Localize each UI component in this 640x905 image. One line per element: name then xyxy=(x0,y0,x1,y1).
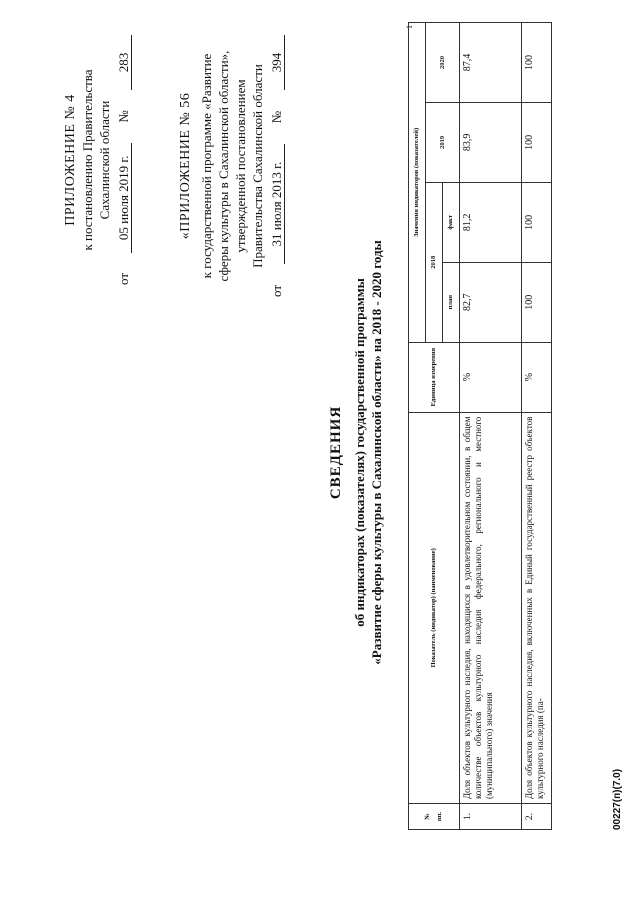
row-value-2020: 87,4 xyxy=(460,23,522,103)
appendix-56-line3: утвержденной постановлением xyxy=(233,79,248,253)
appendix-header-4 xyxy=(62,35,132,285)
header-fact: факт xyxy=(443,182,460,262)
appendix-4-line1: к постановлению Правительства xyxy=(80,69,95,251)
appendix-56-title: «ПРИЛОЖЕНИЕ № 56 xyxy=(178,92,193,240)
row-plan-2018: 82,7 xyxy=(460,262,522,342)
row-fact-2018: 100 xyxy=(522,182,552,262)
appendix-4-sign-line xyxy=(115,35,132,285)
appendix-4-no: № xyxy=(116,110,131,123)
row-no: 2. xyxy=(522,804,552,830)
title-sub1: об индикаторах (показателях) государственной программы xyxy=(352,278,367,627)
row-plan-2018: 100 xyxy=(522,262,552,342)
row-fact-2018: 81,2 xyxy=(460,182,522,262)
row-no: 1. xyxy=(460,804,522,830)
appendix-4-line2: Сахалинской области xyxy=(97,100,112,220)
row-value-2019: 100 xyxy=(522,102,552,182)
appendix-56-sign-line xyxy=(268,35,285,297)
edge-mark: 1 xyxy=(405,25,414,29)
document-title xyxy=(328,0,385,905)
appendix-56-line2: сферы культуры в Сахалинской области», xyxy=(216,50,231,282)
header-indicator: Показатель (индикатор) (наименование) xyxy=(409,412,460,803)
header-2019: 2019 xyxy=(426,102,460,182)
appendix-56-ot: от xyxy=(269,284,284,297)
header-2018: 2018 xyxy=(426,182,443,342)
document-code: 00227(п)(7.0) xyxy=(612,768,623,830)
table-row xyxy=(522,23,552,830)
appendix-header-56 xyxy=(177,35,285,297)
appendix-4-date: 05 июля 2019 г. xyxy=(116,143,132,253)
appendix-56-number: 394 xyxy=(269,35,285,90)
row-value-2019: 83,9 xyxy=(460,102,522,182)
appendix-4-number: 283 xyxy=(116,35,132,90)
header-2020: 2020 xyxy=(426,23,460,103)
indicators-table xyxy=(408,22,552,830)
appendix-56-line1: к государственной программе «Развитие xyxy=(199,53,214,279)
row-indicator-name: Доля объектов культурного наследия, включенных в Единый государственный реестр объектов культурного наследия (па- xyxy=(522,412,552,803)
appendix-56-date: 31 июля 2013 г. xyxy=(269,144,285,264)
appendix-56-line4: Правительства Сахалинской области xyxy=(250,64,265,268)
table-row xyxy=(460,23,522,830)
title-sub2: «Развитие сферы культуры в Сахалинской области» на 2018 - 2020 годы xyxy=(369,240,384,665)
header-no: № пп. xyxy=(409,804,460,830)
title-main: СВЕДЕНИЯ xyxy=(328,405,344,500)
header-unit: Единица измерения xyxy=(409,342,460,412)
row-unit: % xyxy=(460,342,522,412)
header-plan: план xyxy=(443,262,460,342)
row-indicator-name: Доля объектов культурного наследия, находящихся в удовлетворительном состоянии, в общем количестве объектов культурного наследия федерального, регионального и местного (муниципального) значения xyxy=(460,412,522,803)
row-value-2020: 100 xyxy=(522,23,552,103)
row-unit: % xyxy=(522,342,552,412)
appendix-56-no: № xyxy=(269,110,284,124)
appendix-4-ot: от xyxy=(116,272,131,285)
appendix-4-title: ПРИЛОЖЕНИЕ № 4 xyxy=(63,94,78,226)
header-values: Значения индикаторов (показателей) xyxy=(409,23,426,343)
